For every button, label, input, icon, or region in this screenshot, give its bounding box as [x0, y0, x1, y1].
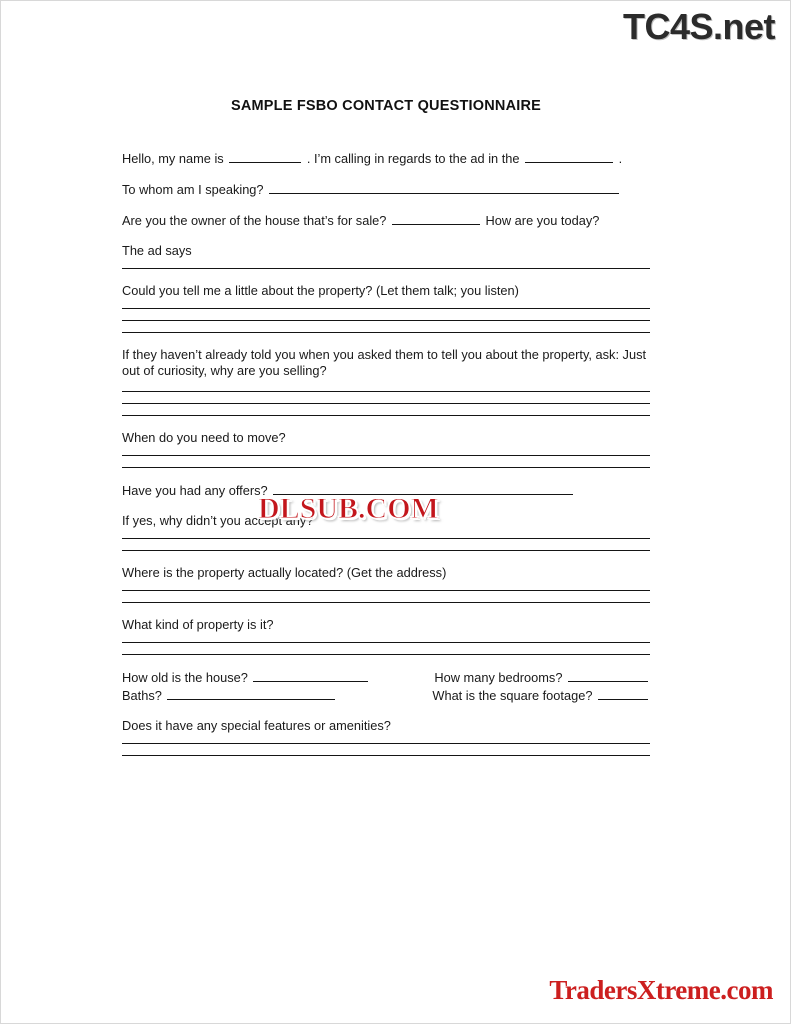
watermark-bottom-right: TradersXtreme.com: [549, 975, 773, 1005]
question-about-property: [122, 283, 650, 333]
question-age-label: How old is the house?: [122, 670, 248, 685]
question-property-kind-answer[interactable]: [122, 642, 650, 655]
question-location-answer[interactable]: [122, 590, 650, 603]
answer-rule[interactable]: [122, 268, 650, 269]
question-why-selling-answer[interactable]: [122, 391, 650, 416]
answer-rule[interactable]: [122, 308, 650, 309]
question-owner: [122, 212, 650, 229]
answer-rule[interactable]: [122, 538, 650, 539]
answer-rule[interactable]: [122, 654, 650, 655]
question-about-property-label: Could you tell me a little about the property? (Let them talk; you listen): [122, 283, 519, 298]
answer-rule[interactable]: [122, 455, 650, 456]
watermark-top-right: TC4S.net: [622, 6, 775, 47]
question-not-accepted-answer[interactable]: [122, 538, 650, 551]
question-baths-label: Baths?: [122, 688, 162, 703]
answer-rule[interactable]: [122, 743, 650, 744]
question-why-selling: [122, 347, 650, 416]
answer-rule[interactable]: [122, 391, 650, 392]
question-move-answer[interactable]: [122, 455, 650, 468]
question-property-kind: [122, 617, 650, 655]
question-property-kind-label: What kind of property is it?: [122, 617, 274, 632]
question-bedrooms-blank[interactable]: [568, 669, 648, 682]
answer-rule[interactable]: [122, 755, 650, 756]
question-features-label: Does it have any special features or amenities?: [122, 718, 391, 733]
question-features-answer[interactable]: [122, 743, 650, 756]
question-why-selling-label: If they haven’t already told you when you asked them to tell you about the property, ask: Just out of curiosity, why are you selling?: [122, 347, 647, 378]
question-not-accepted-label: If yes, why didn’t you accept any?: [122, 513, 314, 528]
answer-rule[interactable]: [122, 602, 650, 603]
question-baths-blank[interactable]: [167, 687, 335, 700]
question-features: [122, 718, 650, 756]
question-speaking: [122, 181, 650, 198]
question-speaking-blank[interactable]: [269, 181, 619, 194]
question-location-label: Where is the property actually located? (Get the address): [122, 565, 447, 580]
intro-ad-blank[interactable]: [525, 150, 613, 163]
page-title: SAMPLE FSBO CONTACT QUESTIONNAIRE: [230, 98, 542, 114]
answer-rule[interactable]: [122, 332, 650, 333]
question-move: [122, 430, 650, 468]
house-details-row-2: [122, 687, 650, 704]
answer-rule[interactable]: [122, 590, 650, 591]
question-ad-says-answer[interactable]: [122, 268, 650, 269]
answer-rule[interactable]: [122, 467, 650, 468]
question-offers-label: Have you had any offers?: [122, 483, 268, 498]
question-footage-blank[interactable]: [598, 687, 648, 700]
answer-rule[interactable]: [122, 642, 650, 643]
intro-part3: .: [618, 151, 623, 166]
watermark-center: DLSUB.COM: [258, 492, 439, 525]
answer-rule[interactable]: [122, 403, 650, 404]
answer-rule[interactable]: [122, 415, 650, 416]
question-ad-says: [122, 243, 650, 269]
house-details-row-1: [122, 669, 650, 686]
intro-part2: . I’m calling in regards to the ad in the: [306, 151, 520, 166]
question-owner-followup: How are you today?: [485, 213, 600, 228]
questionnaire: [122, 150, 650, 756]
answer-rule[interactable]: [122, 550, 650, 551]
intro-name-blank[interactable]: [229, 150, 301, 163]
question-owner-label: Are you the owner of the house that’s for sale?: [122, 213, 387, 228]
question-speaking-label: To whom am I speaking?: [122, 182, 264, 197]
question-about-property-answer[interactable]: [122, 308, 650, 333]
question-ad-says-label: The ad says: [122, 243, 192, 258]
question-bedrooms-label: How many bedrooms?: [434, 670, 563, 685]
document-body: [122, 0, 650, 770]
answer-rule[interactable]: [122, 320, 650, 321]
question-footage-label: What is the square footage?: [432, 688, 593, 703]
question-age-blank[interactable]: [253, 669, 368, 682]
question-intro: [122, 150, 650, 167]
question-location: [122, 565, 650, 603]
intro-part1: Hello, my name is: [122, 151, 224, 166]
question-house-details: [122, 669, 650, 704]
question-owner-blank[interactable]: [392, 212, 480, 225]
question-move-label: When do you need to move?: [122, 430, 286, 445]
